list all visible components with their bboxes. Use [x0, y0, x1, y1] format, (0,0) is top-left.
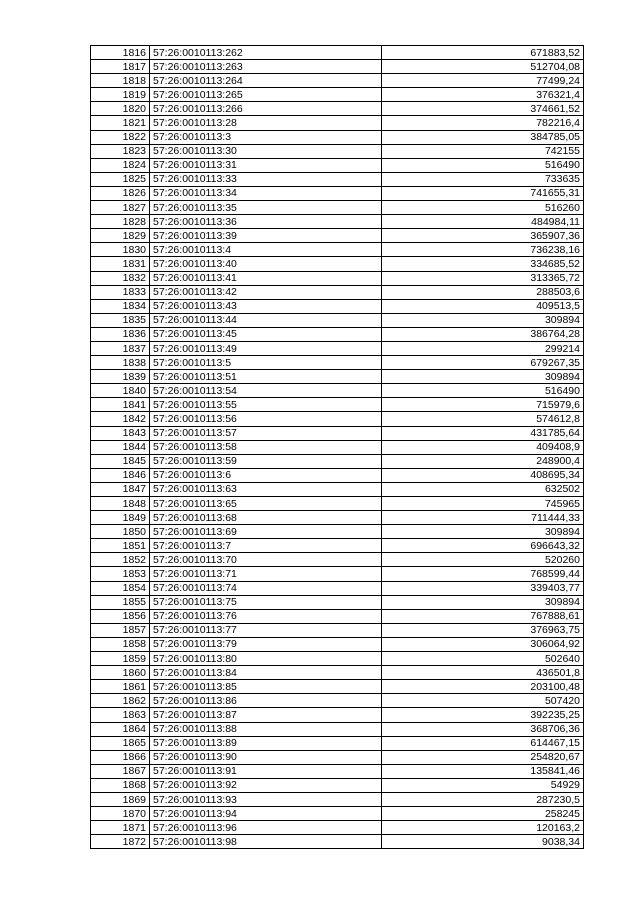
- cadastral-value-table: [90, 45, 584, 849]
- cadastral-number-cell: 57:26:0010113:39: [150, 229, 382, 243]
- table-row: [91, 482, 584, 496]
- row-number-cell: 1822: [91, 130, 150, 144]
- cadastral-value-cell: 306064,92: [382, 637, 584, 651]
- cadastral-value-cell: 313365,72: [382, 271, 584, 285]
- cadastral-value-cell: 742155: [382, 144, 584, 158]
- row-number-cell: 1821: [91, 116, 150, 130]
- table-row: [91, 426, 584, 440]
- cadastral-number-cell: 57:26:0010113:51: [150, 370, 382, 384]
- cadastral-number-cell: 57:26:0010113:44: [150, 313, 382, 327]
- cadastral-value-cell: 671883,52: [382, 46, 584, 60]
- row-number-cell: 1860: [91, 666, 150, 680]
- table-row: [91, 186, 584, 200]
- row-number-cell: 1828: [91, 215, 150, 229]
- table-row: [91, 356, 584, 370]
- row-number-cell: 1843: [91, 426, 150, 440]
- row-number-cell: 1820: [91, 102, 150, 116]
- table-row: [91, 694, 584, 708]
- table-row: [91, 567, 584, 581]
- cadastral-number-cell: 57:26:0010113:69: [150, 525, 382, 539]
- cadastral-number-cell: 57:26:0010113:5: [150, 356, 382, 370]
- row-number-cell: 1833: [91, 285, 150, 299]
- row-number-cell: 1819: [91, 88, 150, 102]
- row-number-cell: 1867: [91, 764, 150, 778]
- cadastral-value-cell: 54929: [382, 778, 584, 792]
- cadastral-number-cell: 57:26:0010113:31: [150, 158, 382, 172]
- cadastral-number-cell: 57:26:0010113:56: [150, 412, 382, 426]
- row-number-cell: 1858: [91, 637, 150, 651]
- row-number-cell: 1818: [91, 74, 150, 88]
- cadastral-number-cell: 57:26:0010113:80: [150, 652, 382, 666]
- cadastral-number-cell: 57:26:0010113:65: [150, 497, 382, 511]
- row-number-cell: 1824: [91, 158, 150, 172]
- table-row: [91, 511, 584, 525]
- table-body: [91, 46, 584, 849]
- table-row: [91, 722, 584, 736]
- table-row: [91, 285, 584, 299]
- cadastral-number-cell: 57:26:0010113:58: [150, 440, 382, 454]
- cadastral-number-cell: 57:26:0010113:54: [150, 384, 382, 398]
- table-row: [91, 666, 584, 680]
- row-number-cell: 1871: [91, 821, 150, 835]
- cadastral-value-cell: 288503,6: [382, 285, 584, 299]
- cadastral-value-cell: 711444,33: [382, 511, 584, 525]
- row-number-cell: 1823: [91, 144, 150, 158]
- table-row: [91, 595, 584, 609]
- row-number-cell: 1869: [91, 792, 150, 806]
- cadastral-value-cell: 696643,32: [382, 539, 584, 553]
- table-row: [91, 623, 584, 637]
- cadastral-value-cell: 516490: [382, 158, 584, 172]
- table-row: [91, 792, 584, 806]
- cadastral-value-cell: 254820,67: [382, 750, 584, 764]
- row-number-cell: 1838: [91, 356, 150, 370]
- table-row: [91, 468, 584, 482]
- cadastral-number-cell: 57:26:0010113:96: [150, 821, 382, 835]
- cadastral-value-cell: 516490: [382, 384, 584, 398]
- cadastral-number-cell: 57:26:0010113:30: [150, 144, 382, 158]
- row-number-cell: 1847: [91, 482, 150, 496]
- row-number-cell: 1817: [91, 60, 150, 74]
- cadastral-value-cell: 365907,36: [382, 229, 584, 243]
- table-row: [91, 201, 584, 215]
- row-number-cell: 1872: [91, 835, 150, 849]
- table-row: [91, 172, 584, 186]
- table-row: [91, 327, 584, 341]
- cadastral-number-cell: 57:26:0010113:94: [150, 807, 382, 821]
- row-number-cell: 1868: [91, 778, 150, 792]
- row-number-cell: 1840: [91, 384, 150, 398]
- cadastral-number-cell: 57:26:0010113:77: [150, 623, 382, 637]
- cadastral-number-cell: 57:26:0010113:59: [150, 454, 382, 468]
- row-number-cell: 1862: [91, 694, 150, 708]
- row-number-cell: 1865: [91, 736, 150, 750]
- cadastral-number-cell: 57:26:0010113:84: [150, 666, 382, 680]
- cadastral-number-cell: 57:26:0010113:74: [150, 581, 382, 595]
- table-row: [91, 778, 584, 792]
- cadastral-number-cell: 57:26:0010113:91: [150, 764, 382, 778]
- cadastral-number-cell: 57:26:0010113:87: [150, 708, 382, 722]
- cadastral-number-cell: 57:26:0010113:28: [150, 116, 382, 130]
- table-row: [91, 652, 584, 666]
- cadastral-number-cell: 57:26:0010113:266: [150, 102, 382, 116]
- row-number-cell: 1854: [91, 581, 150, 595]
- table-row: [91, 130, 584, 144]
- cadastral-number-cell: 57:26:0010113:36: [150, 215, 382, 229]
- cadastral-value-cell: 258245: [382, 807, 584, 821]
- table-row: [91, 398, 584, 412]
- row-number-cell: 1856: [91, 609, 150, 623]
- table-row: [91, 609, 584, 623]
- cadastral-value-cell: 408695,34: [382, 468, 584, 482]
- cadastral-value-cell: 736238,16: [382, 243, 584, 257]
- cadastral-number-cell: 57:26:0010113:35: [150, 201, 382, 215]
- row-number-cell: 1835: [91, 313, 150, 327]
- cadastral-value-cell: 484984,11: [382, 215, 584, 229]
- table-row: [91, 46, 584, 60]
- row-number-cell: 1831: [91, 257, 150, 271]
- cadastral-value-cell: 309894: [382, 313, 584, 327]
- table-row: [91, 454, 584, 468]
- cadastral-number-cell: 57:26:0010113:49: [150, 341, 382, 355]
- cadastral-value-cell: 384785,05: [382, 130, 584, 144]
- cadastral-number-cell: 57:26:0010113:79: [150, 637, 382, 651]
- row-number-cell: 1861: [91, 680, 150, 694]
- cadastral-number-cell: 57:26:0010113:89: [150, 736, 382, 750]
- cadastral-number-cell: 57:26:0010113:3: [150, 130, 382, 144]
- table-row: [91, 680, 584, 694]
- row-number-cell: 1845: [91, 454, 150, 468]
- row-number-cell: 1850: [91, 525, 150, 539]
- cadastral-value-cell: 507420: [382, 694, 584, 708]
- row-number-cell: 1848: [91, 497, 150, 511]
- row-number-cell: 1816: [91, 46, 150, 60]
- cadastral-number-cell: 57:26:0010113:4: [150, 243, 382, 257]
- cadastral-value-cell: 9038,34: [382, 835, 584, 849]
- cadastral-value-cell: 502640: [382, 652, 584, 666]
- cadastral-number-cell: 57:26:0010113:92: [150, 778, 382, 792]
- table-row: [91, 370, 584, 384]
- cadastral-value-cell: 431785,64: [382, 426, 584, 440]
- cadastral-value-cell: 679267,35: [382, 356, 584, 370]
- table-row: [91, 60, 584, 74]
- row-number-cell: 1864: [91, 722, 150, 736]
- cadastral-value-cell: 733635: [382, 172, 584, 186]
- row-number-cell: 1829: [91, 229, 150, 243]
- cadastral-number-cell: 57:26:0010113:86: [150, 694, 382, 708]
- cadastral-value-cell: 120163,2: [382, 821, 584, 835]
- table-row: [91, 736, 584, 750]
- cadastral-value-cell: 77499,24: [382, 74, 584, 88]
- cadastral-number-cell: 57:26:0010113:85: [150, 680, 382, 694]
- cadastral-number-cell: 57:26:0010113:71: [150, 567, 382, 581]
- table-row: [91, 525, 584, 539]
- cadastral-value-cell: 309894: [382, 595, 584, 609]
- cadastral-number-cell: 57:26:0010113:93: [150, 792, 382, 806]
- cadastral-number-cell: 57:26:0010113:63: [150, 482, 382, 496]
- cadastral-value-cell: 135841,46: [382, 764, 584, 778]
- cadastral-value-cell: 309894: [382, 525, 584, 539]
- table-row: [91, 637, 584, 651]
- table-row: [91, 581, 584, 595]
- cadastral-value-cell: 339403,77: [382, 581, 584, 595]
- row-number-cell: 1832: [91, 271, 150, 285]
- cadastral-value-cell: 368706,36: [382, 722, 584, 736]
- row-number-cell: 1825: [91, 172, 150, 186]
- cadastral-value-cell: 386764,28: [382, 327, 584, 341]
- table-row: [91, 341, 584, 355]
- cadastral-value-cell: 574612,8: [382, 412, 584, 426]
- cadastral-value-cell: 334685,52: [382, 257, 584, 271]
- cadastral-value-cell: 614467,15: [382, 736, 584, 750]
- cadastral-value-cell: 376963,75: [382, 623, 584, 637]
- row-number-cell: 1866: [91, 750, 150, 764]
- row-number-cell: 1855: [91, 595, 150, 609]
- cadastral-number-cell: 57:26:0010113:75: [150, 595, 382, 609]
- row-number-cell: 1857: [91, 623, 150, 637]
- cadastral-value-cell: 309894: [382, 370, 584, 384]
- cadastral-number-cell: 57:26:0010113:262: [150, 46, 382, 60]
- cadastral-value-cell: 512704,08: [382, 60, 584, 74]
- cadastral-number-cell: 57:26:0010113:70: [150, 553, 382, 567]
- row-number-cell: 1852: [91, 553, 150, 567]
- cadastral-value-cell: 287230,5: [382, 792, 584, 806]
- cadastral-value-cell: 376321,4: [382, 88, 584, 102]
- row-number-cell: 1853: [91, 567, 150, 581]
- row-number-cell: 1830: [91, 243, 150, 257]
- cadastral-number-cell: 57:26:0010113:90: [150, 750, 382, 764]
- cadastral-value-cell: 741655,31: [382, 186, 584, 200]
- row-number-cell: 1836: [91, 327, 150, 341]
- cadastral-value-cell: 745965: [382, 497, 584, 511]
- table-row: [91, 497, 584, 511]
- table-row: [91, 553, 584, 567]
- cadastral-value-cell: 767888,61: [382, 609, 584, 623]
- table-row: [91, 215, 584, 229]
- cadastral-number-cell: 57:26:0010113:43: [150, 299, 382, 313]
- table-row: [91, 412, 584, 426]
- row-number-cell: 1849: [91, 511, 150, 525]
- table-row: [91, 821, 584, 835]
- table-row: [91, 257, 584, 271]
- cadastral-number-cell: 57:26:0010113:34: [150, 186, 382, 200]
- table-row: [91, 750, 584, 764]
- cadastral-value-cell: 374661,52: [382, 102, 584, 116]
- table-row: [91, 243, 584, 257]
- cadastral-value-cell: 768599,44: [382, 567, 584, 581]
- cadastral-value-cell: 203100,48: [382, 680, 584, 694]
- cadastral-value-cell: 715979,6: [382, 398, 584, 412]
- cadastral-value-cell: 409513,5: [382, 299, 584, 313]
- table-row: [91, 313, 584, 327]
- cadastral-number-cell: 57:26:0010113:265: [150, 88, 382, 102]
- table-row: [91, 384, 584, 398]
- cadastral-number-cell: 57:26:0010113:6: [150, 468, 382, 482]
- cadastral-value-cell: 632502: [382, 482, 584, 496]
- table-row: [91, 299, 584, 313]
- cadastral-value-cell: 248900,4: [382, 454, 584, 468]
- table-row: [91, 835, 584, 849]
- row-number-cell: 1842: [91, 412, 150, 426]
- cadastral-number-cell: 57:26:0010113:68: [150, 511, 382, 525]
- row-number-cell: 1846: [91, 468, 150, 482]
- cadastral-number-cell: 57:26:0010113:41: [150, 271, 382, 285]
- table-row: [91, 807, 584, 821]
- cadastral-value-cell: 299214: [382, 341, 584, 355]
- cadastral-number-cell: 57:26:0010113:45: [150, 327, 382, 341]
- row-number-cell: 1834: [91, 299, 150, 313]
- cadastral-value-cell: 782216,4: [382, 116, 584, 130]
- cadastral-number-cell: 57:26:0010113:76: [150, 609, 382, 623]
- cadastral-number-cell: 57:26:0010113:264: [150, 74, 382, 88]
- row-number-cell: 1870: [91, 807, 150, 821]
- row-number-cell: 1839: [91, 370, 150, 384]
- table-row: [91, 158, 584, 172]
- table-row: [91, 440, 584, 454]
- cadastral-number-cell: 57:26:0010113:57: [150, 426, 382, 440]
- cadastral-number-cell: 57:26:0010113:98: [150, 835, 382, 849]
- table-row: [91, 229, 584, 243]
- table-row: [91, 88, 584, 102]
- row-number-cell: 1826: [91, 186, 150, 200]
- table-row: [91, 764, 584, 778]
- table-row: [91, 539, 584, 553]
- cadastral-value-cell: 409408,9: [382, 440, 584, 454]
- cadastral-number-cell: 57:26:0010113:263: [150, 60, 382, 74]
- cadastral-value-cell: 520260: [382, 553, 584, 567]
- cadastral-number-cell: 57:26:0010113:7: [150, 539, 382, 553]
- cadastral-number-cell: 57:26:0010113:88: [150, 722, 382, 736]
- table-row: [91, 708, 584, 722]
- table-row: [91, 271, 584, 285]
- row-number-cell: 1859: [91, 652, 150, 666]
- cadastral-number-cell: 57:26:0010113:33: [150, 172, 382, 186]
- table-row: [91, 116, 584, 130]
- row-number-cell: 1851: [91, 539, 150, 553]
- cadastral-value-cell: 516260: [382, 201, 584, 215]
- cadastral-number-cell: 57:26:0010113:40: [150, 257, 382, 271]
- row-number-cell: 1841: [91, 398, 150, 412]
- table-row: [91, 74, 584, 88]
- row-number-cell: 1844: [91, 440, 150, 454]
- cadastral-value-cell: 436501,8: [382, 666, 584, 680]
- table-row: [91, 144, 584, 158]
- cadastral-number-cell: 57:26:0010113:55: [150, 398, 382, 412]
- table-row: [91, 102, 584, 116]
- cadastral-number-cell: 57:26:0010113:42: [150, 285, 382, 299]
- row-number-cell: 1837: [91, 341, 150, 355]
- cadastral-value-cell: 392235,25: [382, 708, 584, 722]
- row-number-cell: 1863: [91, 708, 150, 722]
- row-number-cell: 1827: [91, 201, 150, 215]
